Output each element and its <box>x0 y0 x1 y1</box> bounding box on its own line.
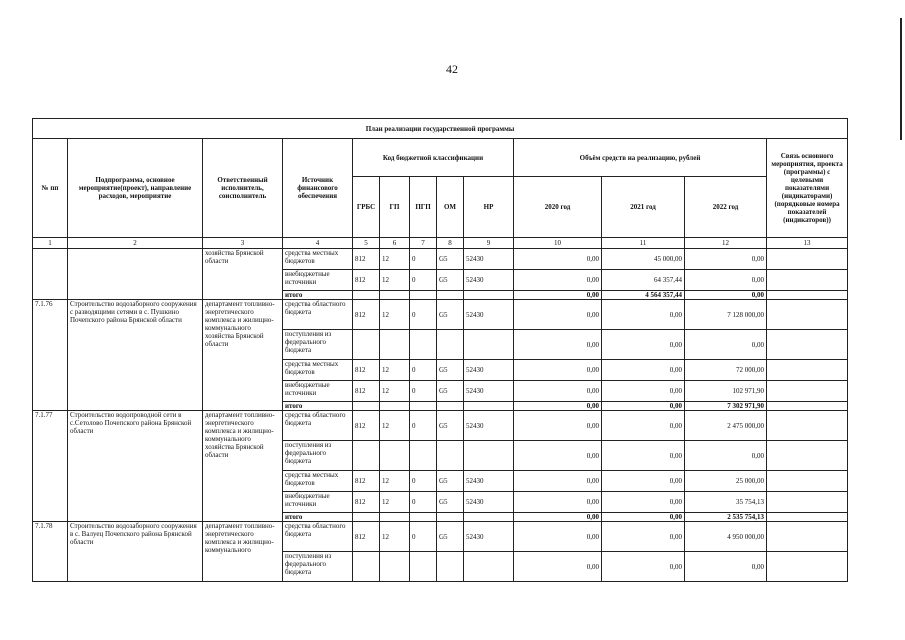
indicator-link <box>767 411 848 441</box>
funding-source: поступления из федерального бюджета <box>283 552 353 582</box>
code-grbs <box>353 291 380 300</box>
funding-source: внебюджетные источники <box>283 270 353 291</box>
responsible-executor: департамент топливно-энергетического комплекса и жилищно-коммунального хозяйства Брянской области <box>203 300 283 411</box>
code-pgp <box>410 330 437 360</box>
header-kbk: Код бюджетной классификации <box>353 139 514 177</box>
amount-2022: 35 754,13 <box>685 492 767 513</box>
table-row <box>33 411 848 441</box>
amount-2020: 0,00 <box>514 291 602 300</box>
amount-2020: 0,00 <box>514 402 602 411</box>
indicator-link <box>767 381 848 402</box>
code-om <box>437 402 464 411</box>
measure-name: Строительство водозаборного сооружения в с. Валуец Почепского района Брянской области <box>68 522 203 582</box>
code-gp <box>380 513 410 522</box>
header-nr: НР <box>464 177 514 238</box>
header-grbs: ГРБС <box>353 177 380 238</box>
funding-source: внебюджетные источники <box>283 381 353 402</box>
header-name: Подпрограмма, основное мероприятие(проект), направление расходов, мероприятие <box>68 139 203 238</box>
amount-2020: 0,00 <box>514 330 602 360</box>
funding-source: средства местных бюджетов <box>283 249 353 270</box>
table-title: План реализации государственной программы <box>33 119 848 139</box>
funding-source: итого <box>283 402 353 411</box>
code-nr <box>464 330 514 360</box>
indicator-link <box>767 300 848 330</box>
amount-2020: 0,00 <box>514 513 602 522</box>
code-grbs: 812 <box>353 300 380 330</box>
header-link: Связь основного мероприятия, проекта (программы) с целевыми показателями (индикаторами) (порядковые номера показателей (индикаторов)) <box>767 139 848 238</box>
code-grbs: 812 <box>353 360 380 381</box>
page-edge-line <box>900 18 902 140</box>
code-om: G5 <box>437 249 464 270</box>
code-om <box>437 291 464 300</box>
code-om: G5 <box>437 411 464 441</box>
code-grbs: 812 <box>353 492 380 513</box>
indicator-link <box>767 402 848 411</box>
amount-2021: 0,00 <box>602 300 685 330</box>
funding-source: поступления из федерального бюджета <box>283 441 353 471</box>
code-pgp: 0 <box>410 249 437 270</box>
page-number: 42 <box>446 62 458 76</box>
code-nr: 52430 <box>464 411 514 441</box>
code-grbs <box>353 441 380 471</box>
code-gp <box>380 330 410 360</box>
column-number: 8 <box>437 238 464 249</box>
code-nr: 52430 <box>464 270 514 291</box>
amount-2020: 0,00 <box>514 381 602 402</box>
code-pgp: 0 <box>410 300 437 330</box>
amount-2022: 2 475 000,00 <box>685 411 767 441</box>
code-pgp <box>410 552 437 582</box>
code-nr: 52430 <box>464 381 514 402</box>
code-nr <box>464 402 514 411</box>
code-pgp <box>410 441 437 471</box>
code-pgp: 0 <box>410 270 437 291</box>
code-grbs: 812 <box>353 522 380 552</box>
amount-2021: 0,00 <box>602 330 685 360</box>
measure-name: Строительство водозаборного сооружения с разводящими сетями в с. Пушкино Почепского района Брянской области <box>68 300 203 411</box>
column-number: 10 <box>514 238 602 249</box>
code-grbs: 812 <box>353 381 380 402</box>
code-pgp: 0 <box>410 381 437 402</box>
column-number: 4 <box>283 238 353 249</box>
funding-source: средства областного бюджета <box>283 411 353 441</box>
indicator-link <box>767 471 848 492</box>
code-pgp: 0 <box>410 522 437 552</box>
code-om <box>437 513 464 522</box>
code-gp: 12 <box>380 249 410 270</box>
measure-name: Строительство водопроводной сети в с.Сетолово Почепского района Брянской области <box>68 411 203 522</box>
funding-source: средства областного бюджета <box>283 522 353 552</box>
amount-2022: 72 000,00 <box>685 360 767 381</box>
code-om: G5 <box>437 492 464 513</box>
header-pgp: ПГП <box>410 177 437 238</box>
row-number: 7.1.78 <box>33 522 68 582</box>
amount-2020: 0,00 <box>514 522 602 552</box>
amount-2020: 0,00 <box>514 552 602 582</box>
header-2022: 2022 год <box>685 177 767 238</box>
measure-name <box>68 249 203 300</box>
amount-2021: 0,00 <box>602 402 685 411</box>
code-pgp <box>410 513 437 522</box>
code-gp <box>380 552 410 582</box>
amount-2021: 0,00 <box>602 492 685 513</box>
indicator-link <box>767 552 848 582</box>
code-om <box>437 330 464 360</box>
code-gp <box>380 291 410 300</box>
funding-source: поступления из федерального бюджета <box>283 330 353 360</box>
amount-2020: 0,00 <box>514 471 602 492</box>
indicator-link <box>767 513 848 522</box>
code-nr: 52430 <box>464 522 514 552</box>
amount-2021: 0,00 <box>602 522 685 552</box>
amount-2022: 7 302 971,90 <box>685 402 767 411</box>
header-gp: ГП <box>380 177 410 238</box>
column-number: 9 <box>464 238 514 249</box>
amount-2022: 25 000,00 <box>685 471 767 492</box>
code-gp <box>380 402 410 411</box>
column-number: 5 <box>353 238 380 249</box>
header-responsible: Ответственный исполнитель, соисполнитель <box>203 139 283 238</box>
responsible-executor: департамент топливно-энергетического комплекса и жилищно-коммунального <box>203 522 283 582</box>
indicator-link <box>767 522 848 552</box>
funding-source: средства областного бюджета <box>283 300 353 330</box>
column-number: 1 <box>33 238 68 249</box>
code-gp: 12 <box>380 492 410 513</box>
code-pgp: 0 <box>410 471 437 492</box>
indicator-link <box>767 270 848 291</box>
code-gp: 12 <box>380 360 410 381</box>
indicator-link <box>767 249 848 270</box>
column-number: 13 <box>767 238 848 249</box>
funding-source: итого <box>283 291 353 300</box>
funding-source: средства местных бюджетов <box>283 471 353 492</box>
code-nr: 52430 <box>464 471 514 492</box>
amount-2022: 0,00 <box>685 270 767 291</box>
amount-2021: 0,00 <box>602 411 685 441</box>
amount-2022: 0,00 <box>685 552 767 582</box>
amount-2022: 0,00 <box>685 249 767 270</box>
responsible-executor: департамент топливно-энергетического комплекса и жилищно-коммунального хозяйства Брянской области <box>203 411 283 522</box>
code-nr: 52430 <box>464 492 514 513</box>
responsible-executor: хозяйства Брянской области <box>203 249 283 300</box>
code-grbs <box>353 330 380 360</box>
amount-2021: 0,00 <box>602 441 685 471</box>
code-gp: 12 <box>380 411 410 441</box>
amount-2022: 2 535 754,13 <box>685 513 767 522</box>
amount-2021: 0,00 <box>602 513 685 522</box>
header-2021: 2021 год <box>602 177 685 238</box>
code-nr <box>464 291 514 300</box>
header-volume: Объём средств на реализацию, рублей <box>514 139 767 177</box>
code-om: G5 <box>437 381 464 402</box>
amount-2021: 0,00 <box>602 552 685 582</box>
column-number: 7 <box>410 238 437 249</box>
amount-2022: 4 950 000,00 <box>685 522 767 552</box>
code-nr: 52430 <box>464 360 514 381</box>
amount-2022: 0,00 <box>685 441 767 471</box>
code-gp <box>380 441 410 471</box>
column-number: 2 <box>68 238 203 249</box>
column-number-row <box>33 238 848 249</box>
code-om: G5 <box>437 270 464 291</box>
code-pgp <box>410 402 437 411</box>
code-grbs: 812 <box>353 249 380 270</box>
code-nr <box>464 441 514 471</box>
amount-2020: 0,00 <box>514 411 602 441</box>
code-grbs <box>353 402 380 411</box>
amount-2022: 102 971,90 <box>685 381 767 402</box>
indicator-link <box>767 330 848 360</box>
code-pgp: 0 <box>410 360 437 381</box>
amount-2021: 45 000,00 <box>602 249 685 270</box>
amount-2021: 0,00 <box>602 381 685 402</box>
table-row <box>33 249 848 270</box>
header-2020: 2020 год <box>514 177 602 238</box>
code-pgp <box>410 291 437 300</box>
code-grbs: 812 <box>353 471 380 492</box>
code-om: G5 <box>437 471 464 492</box>
code-nr: 52430 <box>464 249 514 270</box>
amount-2020: 0,00 <box>514 360 602 381</box>
amount-2021: 64 357,44 <box>602 270 685 291</box>
row-number: 7.1.76 <box>33 300 68 411</box>
code-om: G5 <box>437 522 464 552</box>
amount-2022: 0,00 <box>685 291 767 300</box>
code-pgp: 0 <box>410 492 437 513</box>
table-row <box>33 300 848 330</box>
code-gp: 12 <box>380 300 410 330</box>
amount-2021: 4 564 357,44 <box>602 291 685 300</box>
amount-2020: 0,00 <box>514 441 602 471</box>
column-number: 12 <box>685 238 767 249</box>
code-grbs: 812 <box>353 411 380 441</box>
code-om <box>437 441 464 471</box>
table-row <box>33 522 848 552</box>
amount-2020: 0,00 <box>514 300 602 330</box>
code-gp: 12 <box>380 471 410 492</box>
indicator-link <box>767 492 848 513</box>
amount-2022: 0,00 <box>685 330 767 360</box>
header-om: ОМ <box>437 177 464 238</box>
column-number: 3 <box>203 238 283 249</box>
header-source: Источник финансового обеспечения <box>283 139 353 238</box>
amount-2022: 7 128 000,00 <box>685 300 767 330</box>
row-number: 7.1.77 <box>33 411 68 522</box>
code-gp: 12 <box>380 522 410 552</box>
column-number: 6 <box>380 238 410 249</box>
amount-2021: 0,00 <box>602 360 685 381</box>
row-number <box>33 249 68 300</box>
plan-table <box>32 118 848 582</box>
code-grbs <box>353 552 380 582</box>
funding-source: средства местных бюджетов <box>283 360 353 381</box>
code-om: G5 <box>437 360 464 381</box>
code-grbs: 812 <box>353 270 380 291</box>
code-om: G5 <box>437 300 464 330</box>
funding-source: итого <box>283 513 353 522</box>
code-nr <box>464 552 514 582</box>
code-nr <box>464 513 514 522</box>
indicator-link <box>767 360 848 381</box>
code-nr: 52430 <box>464 300 514 330</box>
funding-source: внебюджетные источники <box>283 492 353 513</box>
code-pgp: 0 <box>410 411 437 441</box>
amount-2020: 0,00 <box>514 270 602 291</box>
amount-2021: 0,00 <box>602 471 685 492</box>
indicator-link <box>767 441 848 471</box>
code-grbs <box>353 513 380 522</box>
code-om <box>437 552 464 582</box>
code-gp: 12 <box>380 270 410 291</box>
amount-2020: 0,00 <box>514 249 602 270</box>
amount-2020: 0,00 <box>514 492 602 513</box>
indicator-link <box>767 291 848 300</box>
code-gp: 12 <box>380 381 410 402</box>
header-num: № пп <box>33 139 68 238</box>
column-number: 11 <box>602 238 685 249</box>
